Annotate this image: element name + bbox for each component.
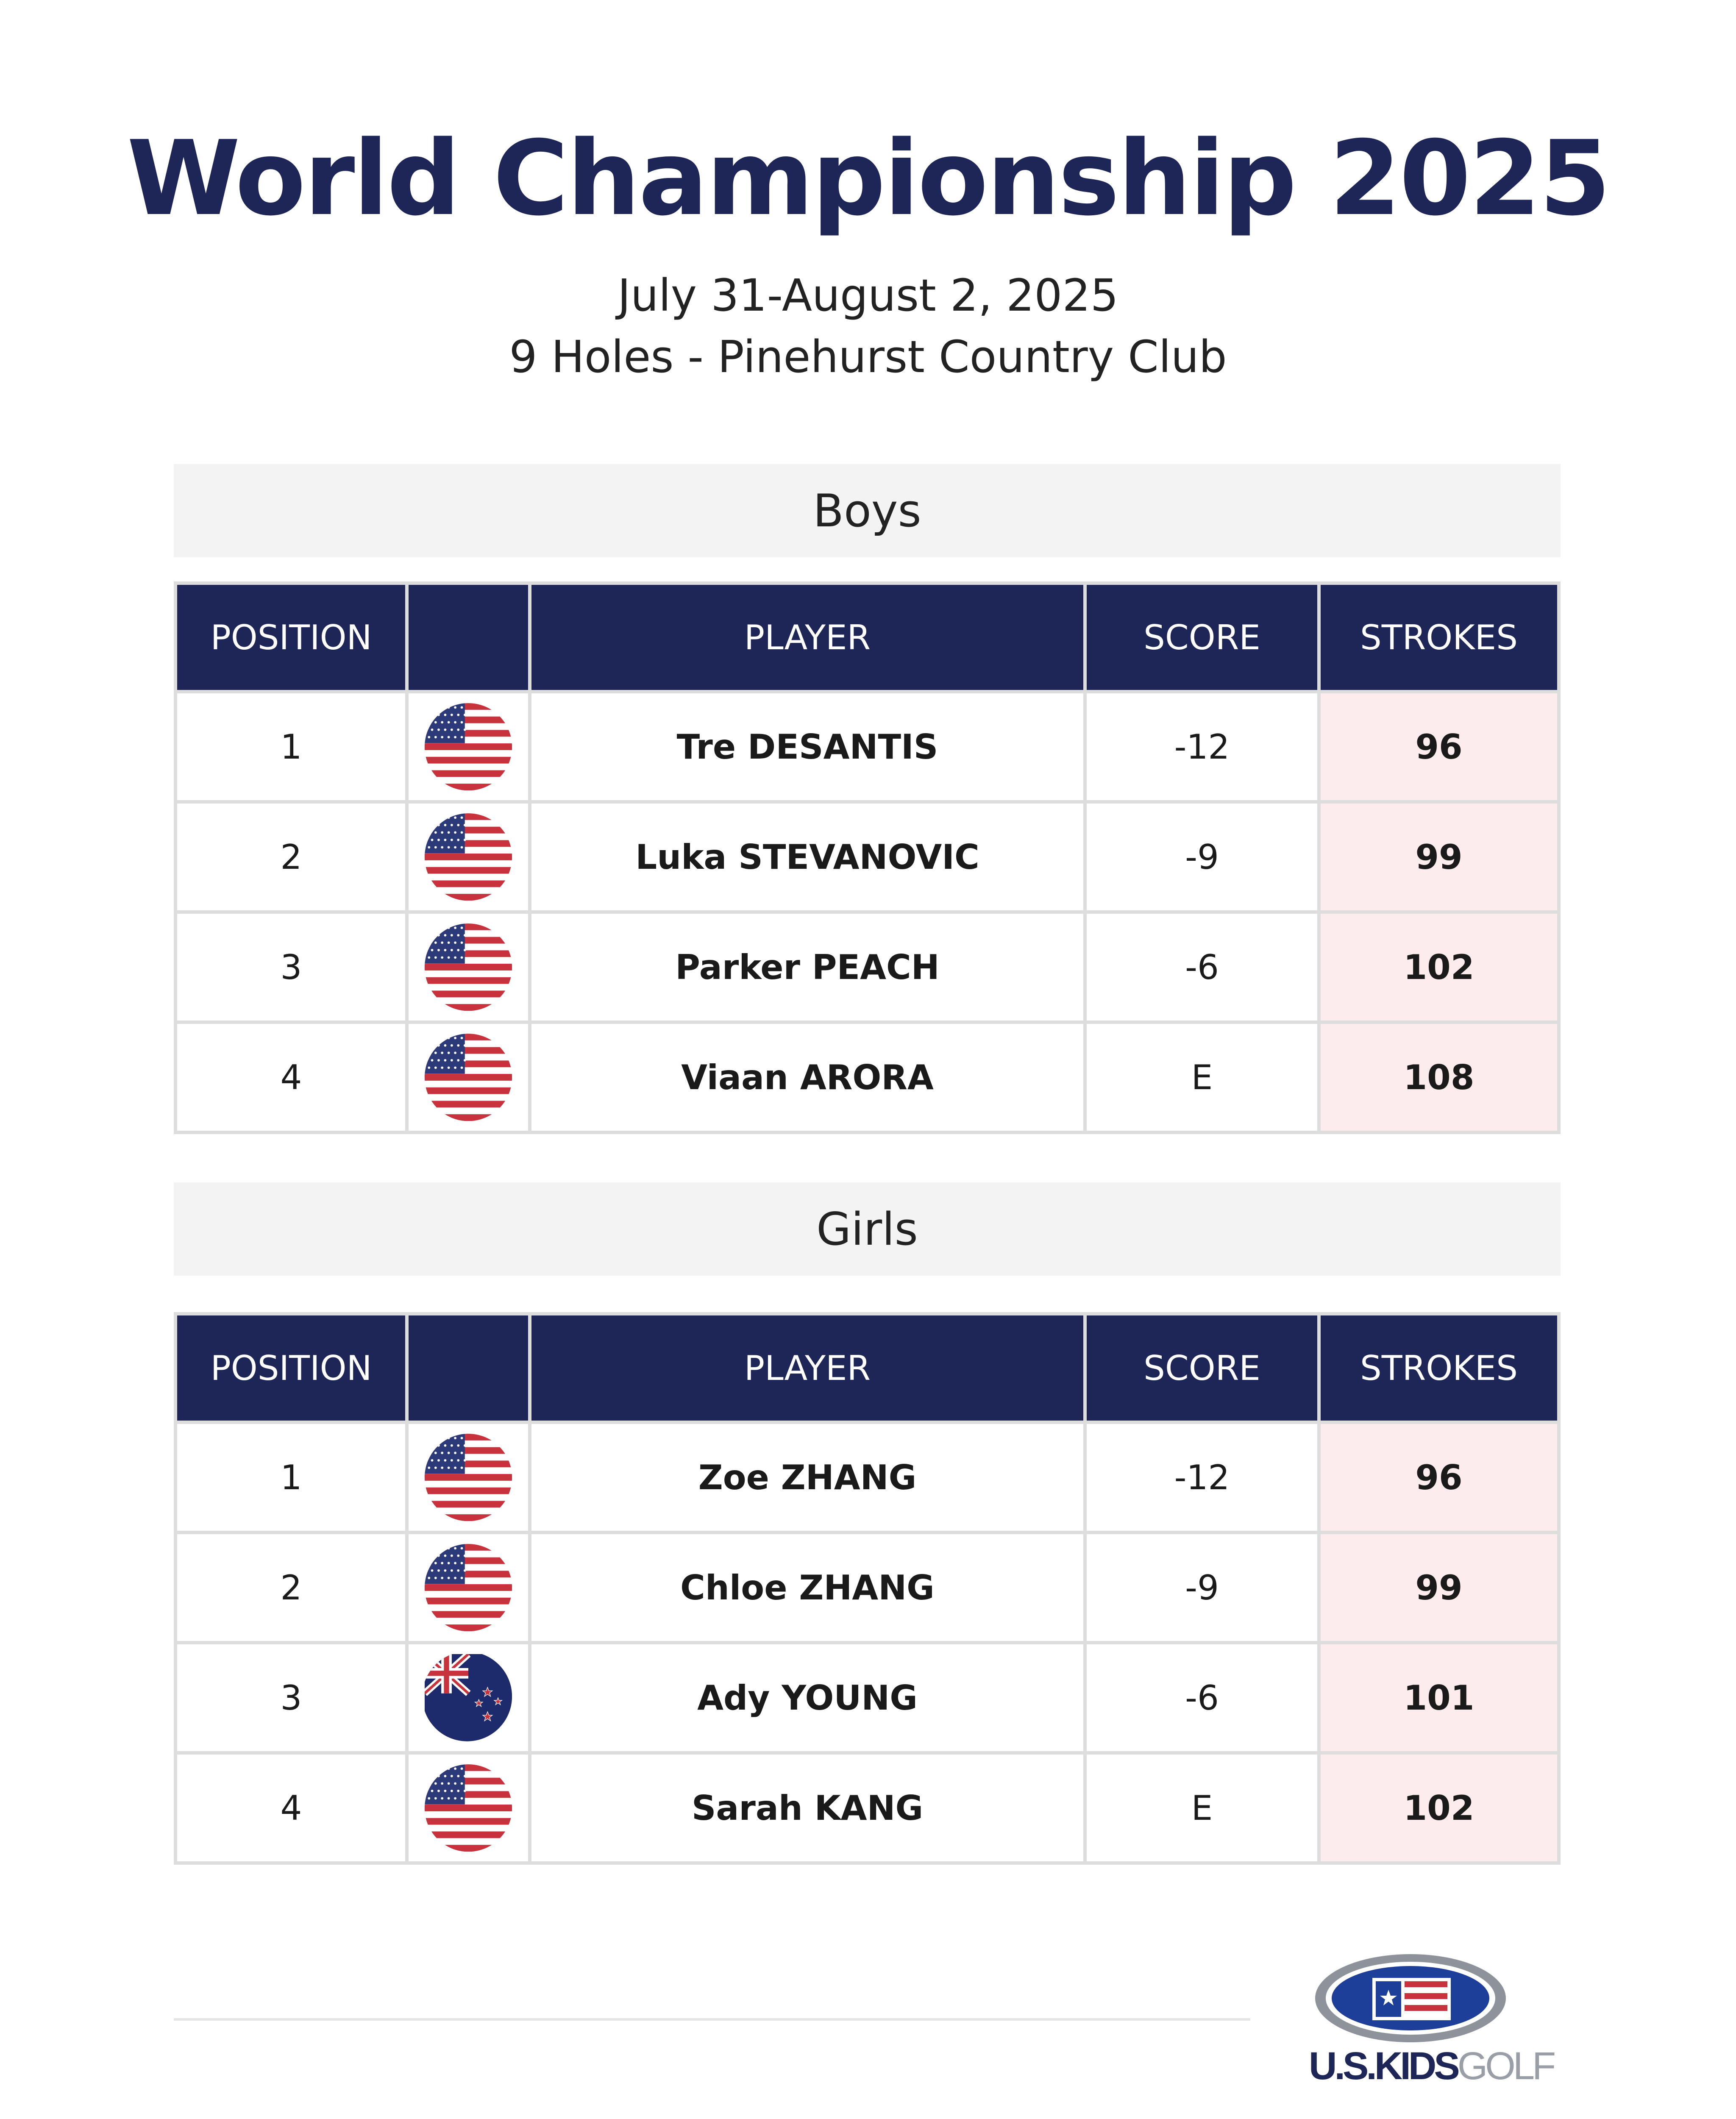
flag-cell bbox=[405, 1751, 528, 1861]
girls-leaderboard-table bbox=[174, 1312, 1561, 1865]
column-header-strokes: STROKES bbox=[1317, 1315, 1557, 1421]
table-row bbox=[177, 1421, 1557, 1531]
player-name-cell: Luka STEVANOVIC bbox=[528, 800, 1083, 910]
table-header-row bbox=[177, 1315, 1557, 1421]
score-cell: -9 bbox=[1083, 1531, 1317, 1641]
score-cell: -6 bbox=[1083, 910, 1317, 1021]
us-flag-icon bbox=[425, 1764, 512, 1852]
flag-cell bbox=[405, 910, 528, 1021]
girls-section-header bbox=[174, 1182, 1561, 1276]
table-row bbox=[177, 1641, 1557, 1751]
player-name-cell: Zoe ZHANG bbox=[528, 1421, 1083, 1531]
column-header-position: POSITION bbox=[177, 585, 405, 690]
position-cell: 4 bbox=[177, 1021, 405, 1131]
score-cell: -12 bbox=[1083, 1421, 1317, 1531]
column-header-position: POSITION bbox=[177, 1315, 405, 1421]
girls-section-label: Girls bbox=[816, 1203, 918, 1255]
player-name-cell: Parker PEACH bbox=[528, 910, 1083, 1021]
us-flag-icon bbox=[425, 1034, 512, 1121]
position-cell: 2 bbox=[177, 1531, 405, 1641]
boys-table-body bbox=[177, 690, 1557, 1131]
column-header-flag bbox=[405, 1315, 528, 1421]
player-name-cell: Viaan ARORA bbox=[528, 1021, 1083, 1131]
us-flag-icon bbox=[425, 1434, 512, 1521]
column-header-score: SCORE bbox=[1083, 1315, 1317, 1421]
boys-section-header bbox=[174, 464, 1561, 557]
strokes-cell: 96 bbox=[1317, 1421, 1557, 1531]
position-cell: 3 bbox=[177, 1641, 405, 1751]
flag-cell bbox=[405, 1641, 528, 1751]
strokes-cell: 102 bbox=[1317, 910, 1557, 1021]
footer-divider bbox=[174, 2018, 1250, 2021]
boys-section-label: Boys bbox=[813, 484, 921, 537]
nz-flag-icon bbox=[425, 1654, 512, 1741]
column-header-player: PLAYER bbox=[528, 1315, 1083, 1421]
flag-cell bbox=[405, 1531, 528, 1641]
column-header-flag bbox=[405, 585, 528, 690]
strokes-cell: 96 bbox=[1317, 690, 1557, 800]
column-header-strokes: STROKES bbox=[1317, 585, 1557, 690]
table-row bbox=[177, 800, 1557, 910]
event-venue: 9 Holes - Pinehurst Country Club bbox=[509, 331, 1227, 383]
logo-text-golf: GOLF bbox=[1457, 2044, 1554, 2088]
score-cell: E bbox=[1083, 1021, 1317, 1131]
strokes-cell: 102 bbox=[1317, 1751, 1557, 1861]
player-name-cell: Ady YOUNG bbox=[528, 1641, 1083, 1751]
girls-table-body bbox=[177, 1421, 1557, 1861]
flag-cell bbox=[405, 800, 528, 910]
position-cell: 4 bbox=[177, 1751, 405, 1861]
strokes-cell: 108 bbox=[1317, 1021, 1557, 1131]
flag-cell bbox=[405, 690, 528, 800]
strokes-cell: 101 bbox=[1317, 1641, 1557, 1751]
us-flag-icon bbox=[425, 703, 512, 790]
strokes-cell: 99 bbox=[1317, 800, 1557, 910]
boys-leaderboard-table bbox=[174, 581, 1561, 1134]
score-cell: -12 bbox=[1083, 690, 1317, 800]
logo-text-us: U.S.KIDS bbox=[1309, 2044, 1458, 2088]
score-cell: -9 bbox=[1083, 800, 1317, 910]
player-name-cell: Chloe ZHANG bbox=[528, 1531, 1083, 1641]
player-name-cell: Tre DESANTIS bbox=[528, 690, 1083, 800]
table-row bbox=[177, 1021, 1557, 1131]
logo-wordmark bbox=[1309, 2044, 1563, 2088]
page-title: World Championship 2025 bbox=[127, 119, 1609, 239]
score-cell: E bbox=[1083, 1751, 1317, 1861]
flag-cell bbox=[405, 1021, 528, 1131]
column-header-score: SCORE bbox=[1083, 585, 1317, 690]
us-flag-icon bbox=[425, 923, 512, 1011]
table-row bbox=[177, 690, 1557, 800]
strokes-cell: 99 bbox=[1317, 1531, 1557, 1641]
column-header-player: PLAYER bbox=[528, 585, 1083, 690]
position-cell: 2 bbox=[177, 800, 405, 910]
table-header-row bbox=[177, 585, 1557, 690]
event-dates: July 31-August 2, 2025 bbox=[618, 270, 1118, 321]
table-row bbox=[177, 1751, 1557, 1861]
player-name-cell: Sarah KANG bbox=[528, 1751, 1083, 1861]
us-flag-icon bbox=[425, 1544, 512, 1631]
position-cell: 1 bbox=[177, 1421, 405, 1531]
table-row bbox=[177, 910, 1557, 1021]
flag-cell bbox=[405, 1421, 528, 1531]
score-cell: -6 bbox=[1083, 1641, 1317, 1751]
us-flag-icon bbox=[425, 813, 512, 901]
position-cell: 1 bbox=[177, 690, 405, 800]
position-cell: 3 bbox=[177, 910, 405, 1021]
table-row bbox=[177, 1531, 1557, 1641]
